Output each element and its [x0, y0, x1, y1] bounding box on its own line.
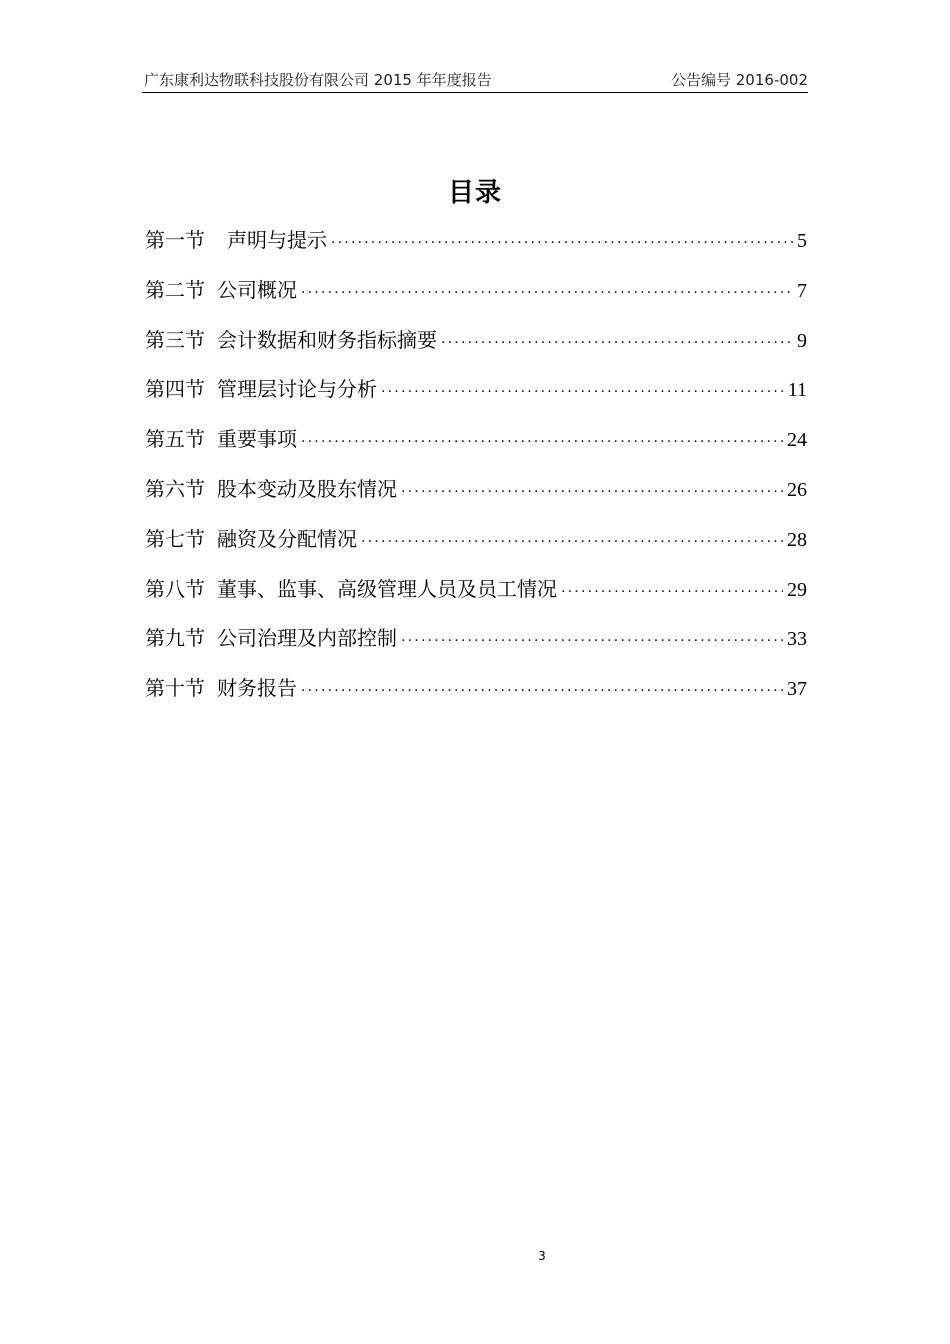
- toc-entry-title: 重要事项: [217, 427, 297, 452]
- toc-page-number: 11: [787, 379, 807, 402]
- header-report-title: 广东康利达物联科技股份有限公司 2015 年年度报告: [144, 71, 492, 89]
- toc-entry-7[interactable]: [145, 524, 807, 574]
- toc-leader-dots: [401, 626, 783, 656]
- toc-entry-title: 管理层讨论与分析: [217, 377, 377, 402]
- toc-leader-dots: [401, 477, 783, 507]
- toc-page-number: 33: [787, 628, 807, 651]
- toc-leader-dots: [331, 228, 793, 258]
- toc-entry-3[interactable]: [145, 325, 807, 375]
- toc-entry-4[interactable]: [145, 374, 807, 424]
- toc-section: 第三节: [145, 327, 205, 352]
- toc-entry-9[interactable]: [145, 623, 807, 673]
- toc-page-number: 7: [797, 279, 807, 302]
- toc-page-number: 29: [787, 578, 807, 601]
- toc-section: 第七节: [145, 526, 205, 551]
- toc-entry-2[interactable]: [145, 275, 807, 325]
- toc-entry-title: 声明与提示: [227, 228, 327, 252]
- toc-leader-dots: [381, 377, 784, 407]
- toc-leader-dots: [301, 676, 783, 706]
- toc-entry-title: 融资及分配情况: [217, 526, 357, 551]
- toc-page-number: 26: [787, 478, 807, 501]
- toc-entry-title: 股本变动及股东情况: [217, 476, 397, 501]
- toc-page-number: 9: [797, 329, 807, 352]
- toc-entry-1[interactable]: [145, 225, 807, 275]
- toc-entry-title: 财务报告: [217, 676, 297, 701]
- toc-page-number: 28: [787, 528, 807, 551]
- toc-leader-dots: [561, 577, 783, 607]
- toc-leader-dots: [361, 527, 783, 557]
- toc-entry-title: 董事、监事、高级管理人员及员工情况: [217, 576, 557, 601]
- toc-entry-5[interactable]: [145, 424, 807, 474]
- toc-section: 第一节: [145, 228, 205, 252]
- table-of-contents: [145, 225, 807, 723]
- toc-leader-dots: [301, 278, 793, 308]
- toc-section: 第四节: [145, 377, 205, 402]
- running-header: [142, 66, 808, 93]
- toc-leader-dots: [301, 427, 783, 457]
- toc-section: 第八节: [145, 576, 205, 601]
- toc-section: 第十节: [145, 676, 205, 701]
- toc-leader-dots: [441, 328, 793, 358]
- toc-section: 第六节: [145, 476, 205, 501]
- page-number: 3: [538, 1249, 546, 1263]
- toc-section: 第五节: [145, 427, 205, 452]
- toc-entry-title: 会计数据和财务指标摘要: [217, 327, 437, 352]
- toc-section: 第九节: [145, 626, 205, 651]
- toc-entry-title: 公司治理及内部控制: [217, 626, 397, 651]
- toc-page-number: 5: [797, 230, 807, 252]
- toc-entry-title: 公司概况: [217, 277, 297, 302]
- header-announcement-number: 公告编号 2016-002: [671, 71, 808, 89]
- toc-section: 第二节: [145, 277, 205, 302]
- toc-title: 目录: [447, 178, 502, 208]
- toc-page-number: 24: [787, 429, 807, 452]
- toc-entry-10[interactable]: [145, 673, 807, 723]
- toc-page-number: 37: [787, 678, 807, 701]
- toc-entry-8[interactable]: [145, 574, 807, 624]
- toc-entry-6[interactable]: [145, 474, 807, 524]
